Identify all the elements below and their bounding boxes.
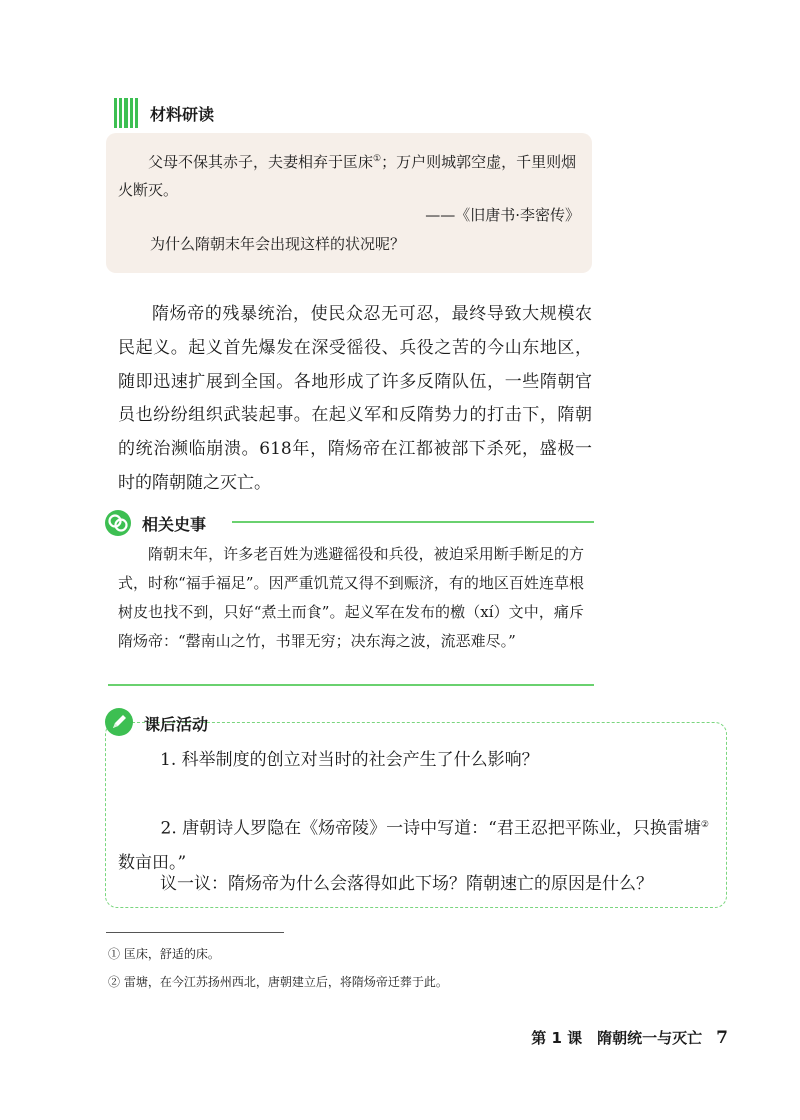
material-quote-part-b: ；万户则城郭空虚，千里则烟火断灭。 [118, 153, 577, 199]
material-quote-part-a: 父母不保其赤子，夫妻相弃于匡床 [148, 153, 374, 171]
activity-question-1: 1. 科举制度的创立对当时的社会产生了什么影响？ [160, 750, 539, 770]
footnote-ref-1: ① [373, 154, 382, 164]
divider [232, 521, 594, 523]
footnote-1: ① 匡床，舒适的床。 [108, 947, 220, 961]
section-title-activity: 课后活动 [144, 715, 209, 734]
lesson-title: 第 1 课 隋朝统一与灭亡 [531, 1029, 703, 1047]
bars-icon [114, 98, 138, 128]
page-footer [531, 1027, 728, 1048]
activity-question-2-part-b: 数亩田。” [118, 852, 187, 873]
activity-question-3: 议一议：隋炀帝为什么会落得如此下场？隋朝速亡的原因是什么？ [160, 874, 653, 894]
related-text: 隋朝末年，许多老百姓为逃避徭役和兵役，被迫采用断手断足的方式，时称“福手福足”。因严重饥荒又得不到赈济，有的地区百姓连草根树皮也找不到，只好“煮土而食”。起义军在发布的檄（xí）文中，痛斥隋炀帝：“罄南山之竹，书罪无穷；决东海之波，流恶难尽。” [118, 545, 584, 650]
material-quote [118, 145, 584, 204]
footnote-divider [106, 932, 284, 933]
footnote-ref-2: ② [700, 820, 709, 830]
footnote-2: ② 雷塘，在今江苏扬州西北，唐朝建立后，将隋炀帝迁葬于此。 [108, 975, 448, 989]
pencil-icon [104, 707, 134, 737]
material-question: 为什么隋朝末年会出现这样的状况呢？ [150, 235, 406, 253]
divider [108, 684, 594, 686]
activity-question-2-part-a: 2. 唐朝诗人罗隐在《炀帝陵》一诗中写道：“君王忍把平陈业，只换雷塘 [160, 818, 701, 839]
main-paragraph: 隋炀帝的残暴统治，使民众忍无可忍，最终导致大规模农民起义。起义首先爆发在深受徭役、兵役之苦的今山东地区，随即迅速扩展到全国。各地形成了许多反隋队伍，一些隋朝官员也纷纷组织武装起事。在起义军和反隋势力的打击下，隋朝的统治濒临崩溃。618年，隋炀帝在江都被部下杀死，盛极一时的隋朝随之灭亡。 [118, 304, 592, 493]
section-title-related: 相关史事 [142, 515, 207, 534]
activity-question-2 [118, 808, 718, 880]
page-number: 7 [716, 1028, 728, 1048]
section-title-material: 材料研读 [150, 105, 215, 124]
material-source: ——《旧唐书·李密传》 [425, 206, 580, 224]
link-rings-icon [104, 509, 132, 537]
